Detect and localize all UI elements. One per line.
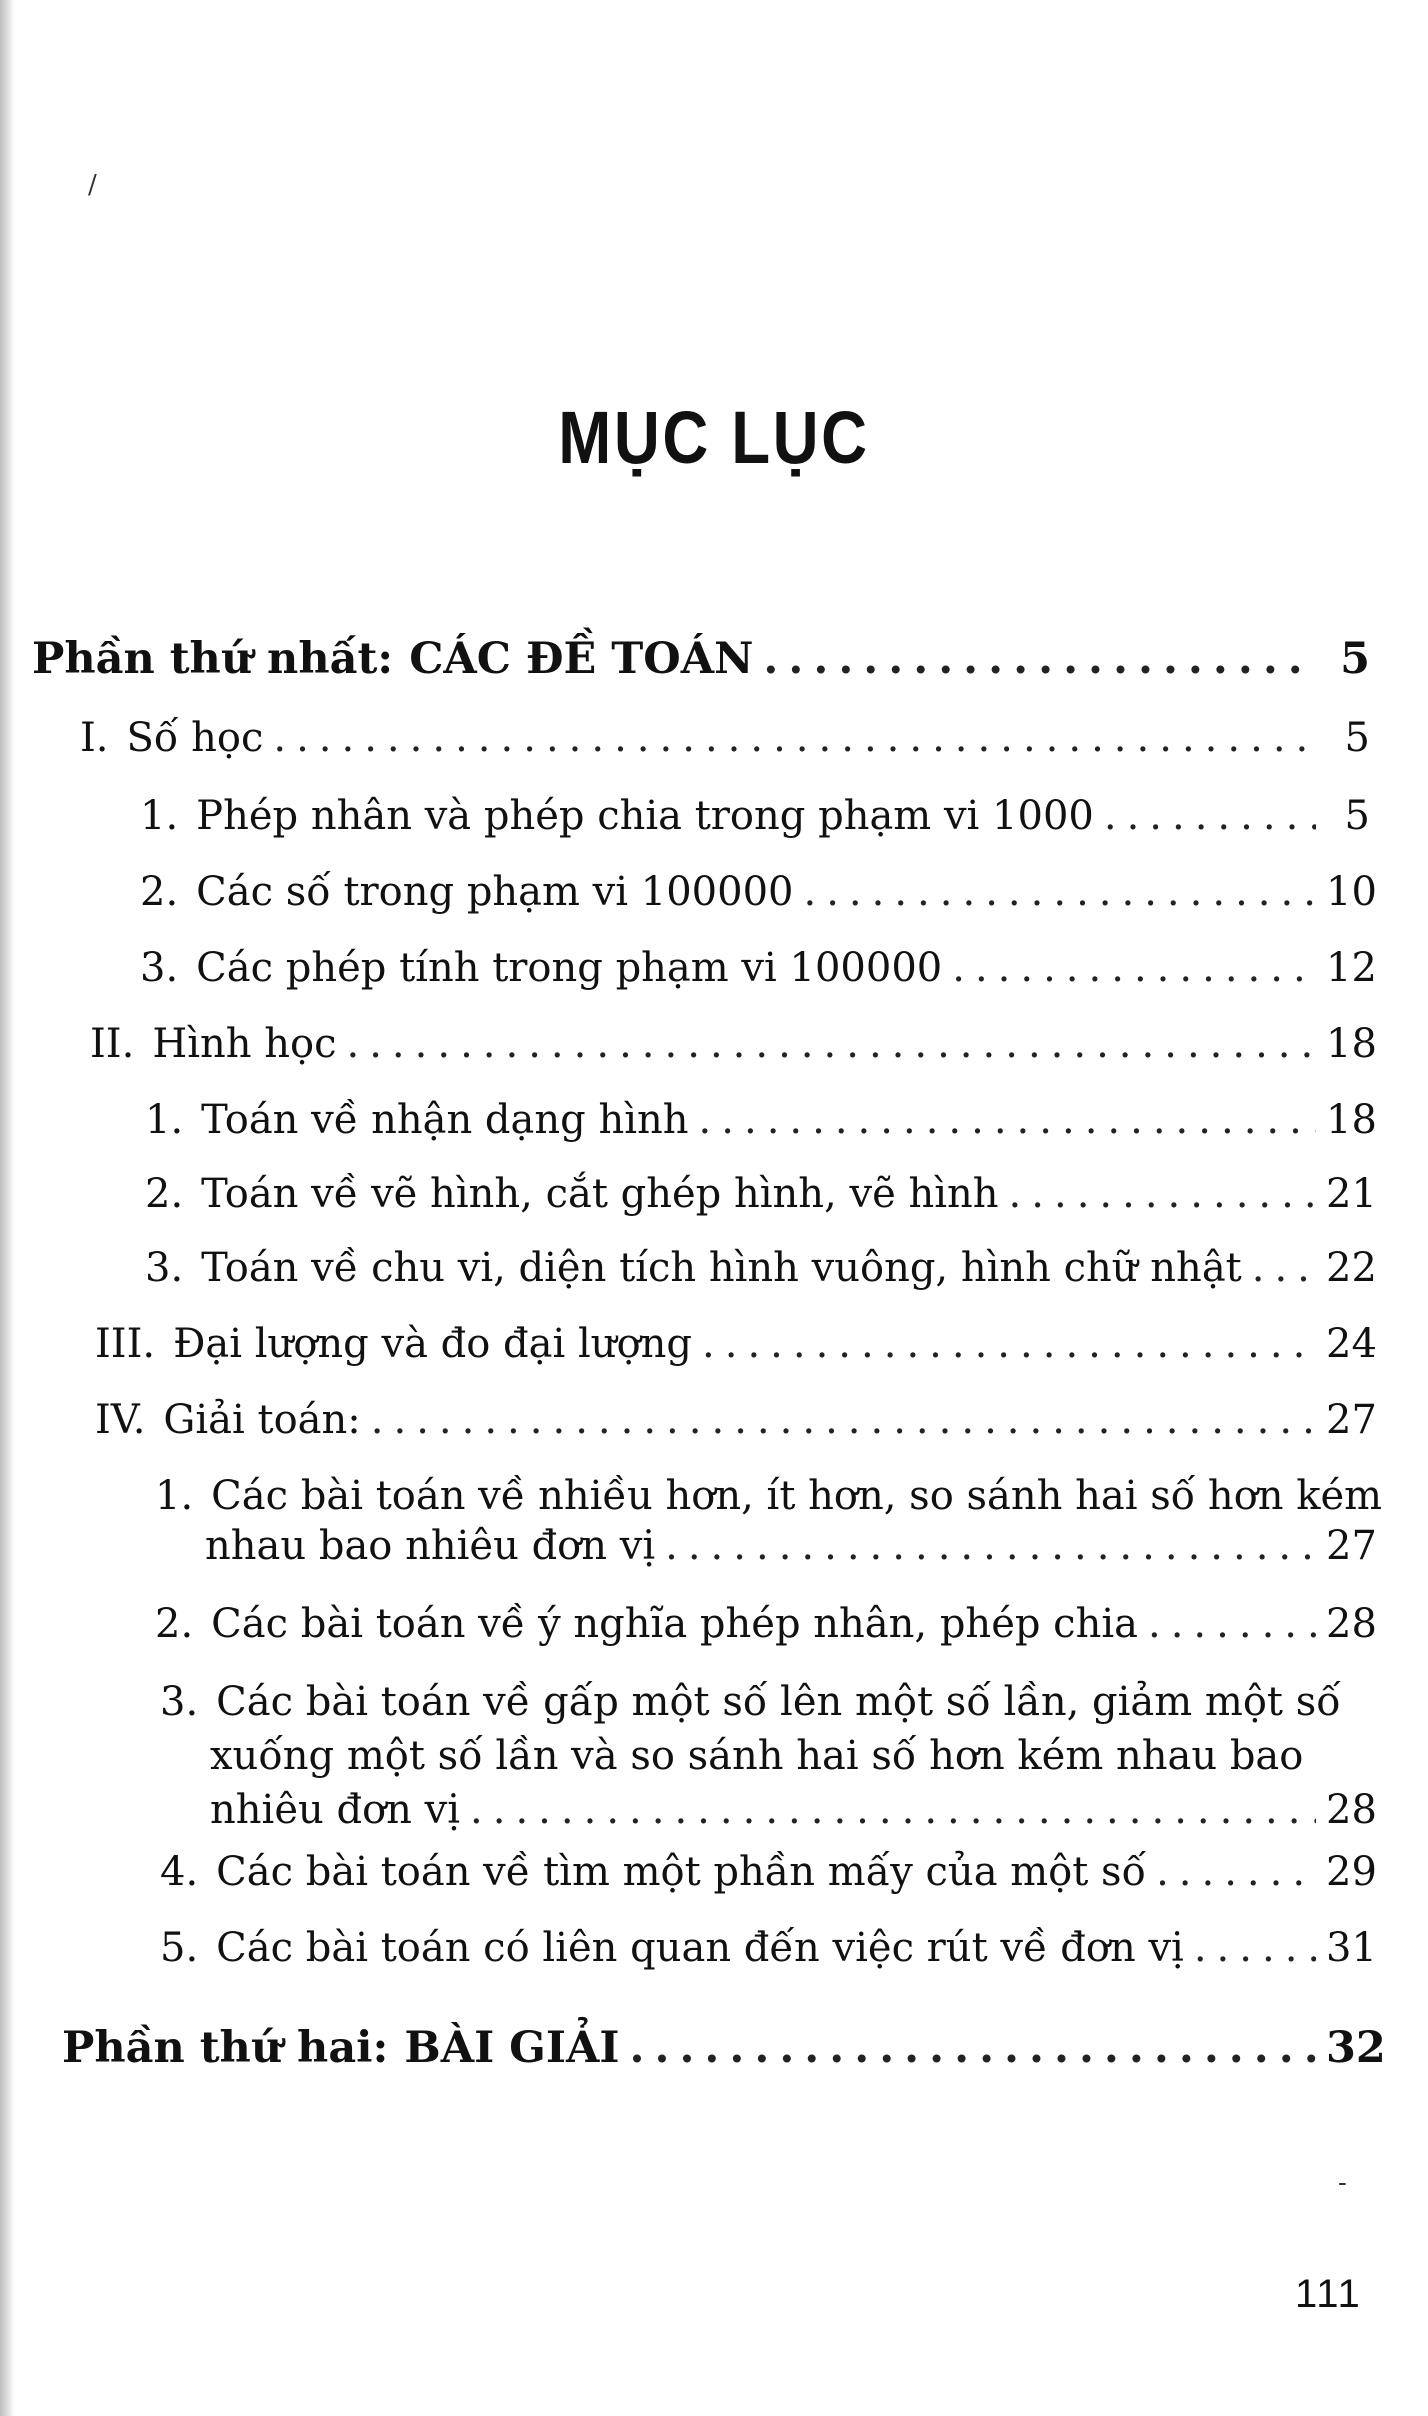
toc-item-num: 1.	[155, 1473, 194, 1519]
stray-mark: -	[1338, 2168, 1347, 2198]
leader-dots	[1194, 1922, 1316, 1974]
toc-section-2-text: Hình học	[152, 1021, 337, 1067]
toc-item-text: Toán về chu vi, diện tích hình vuông, hình chữ nhật	[201, 1245, 1242, 1291]
toc-section-1-page: 5	[1344, 715, 1370, 761]
toc-item-page: 29	[1326, 1849, 1377, 1895]
toc-item-4-4[interactable]	[160, 1846, 1377, 1898]
toc-item-page: 22	[1326, 1245, 1377, 1291]
toc-item-page: 28	[1326, 1787, 1377, 1833]
toc-item-2-1[interactable]	[145, 1094, 1377, 1146]
toc-section-3-page: 24	[1326, 1321, 1377, 1367]
toc-item-4-2[interactable]	[155, 1598, 1377, 1650]
toc-item-text: Toán về nhận dạng hình	[201, 1097, 689, 1143]
leader-dots	[470, 1784, 1316, 1836]
toc-section-4-page: 27	[1326, 1397, 1377, 1443]
toc-item-text: Các bài toán về gấp một số lên một số lần, giảm một số	[216, 1679, 1341, 1725]
leader-dots	[702, 1318, 1316, 1370]
toc-item-2-3[interactable]	[145, 1242, 1377, 1294]
toc-part-2-title: BÀI GIẢI	[404, 2023, 620, 2073]
toc-item-num: 1.	[145, 1097, 184, 1143]
toc-item-text: Các bài toán về tìm một phần mấy của một số	[216, 1849, 1147, 1895]
toc-part-2[interactable]	[62, 2022, 1386, 2074]
leader-dots	[803, 866, 1316, 918]
leader-dots	[763, 633, 1316, 685]
toc-item-text: Các bài toán về ý nghĩa phép nhân, phép chia	[211, 1601, 1138, 1647]
toc-section-1-num: I.	[80, 715, 109, 761]
toc-item-text: xuống một số lần và so sánh hai số hơn kém nhau bao	[210, 1733, 1304, 1779]
toc-item-num: 2.	[145, 1171, 184, 1217]
toc-section-4[interactable]	[95, 1394, 1377, 1446]
toc-section-4-text: Giải toán:	[163, 1397, 361, 1443]
toc-item-1-2[interactable]	[140, 866, 1377, 918]
toc-item-1-1[interactable]	[140, 790, 1370, 842]
toc-item-page: 12	[1326, 945, 1377, 991]
toc-item-num: 3.	[140, 945, 179, 991]
leader-dots	[1156, 1846, 1316, 1898]
toc-item-text: nhiêu đơn vị	[210, 1787, 461, 1833]
toc-item-num: 3.	[145, 1245, 184, 1291]
leader-dots	[1252, 1242, 1316, 1294]
toc-item-4-3-line-1[interactable]	[160, 1676, 1341, 1728]
page-number: 111	[1295, 2272, 1362, 2316]
toc-part-1-title: CÁC ĐỀ TOÁN	[409, 634, 754, 684]
leader-dots	[347, 1018, 1317, 1070]
toc-section-2[interactable]	[90, 1018, 1377, 1070]
toc-item-page: 18	[1326, 1097, 1377, 1143]
toc-item-1-3[interactable]	[140, 942, 1377, 994]
toc-section-3-num: III.	[95, 1321, 156, 1367]
toc-item-4-3-line-3[interactable]	[210, 1784, 1377, 1836]
leader-dots	[1009, 1168, 1316, 1220]
toc-item-page: 27	[1326, 1523, 1377, 1569]
toc-item-text: Các bài toán về nhiều hơn, ít hơn, so sánh hai số hơn kém	[211, 1473, 1383, 1519]
page-spine-shadow	[0, 0, 14, 2416]
toc-item-text: Các số trong phạm vi 100000	[196, 869, 794, 915]
toc-item-2-2[interactable]	[145, 1168, 1377, 1220]
leader-dots	[665, 1520, 1316, 1572]
toc-section-1[interactable]	[80, 712, 1370, 764]
toc-part-1-page: 5	[1340, 634, 1370, 684]
toc-item-num: 5.	[160, 1925, 199, 1971]
toc-section-2-page: 18	[1326, 1021, 1377, 1067]
toc-item-page: 21	[1326, 1171, 1377, 1217]
leader-dots	[699, 1094, 1316, 1146]
leader-dots	[1148, 1598, 1316, 1650]
toc-section-3[interactable]	[95, 1318, 1377, 1370]
toc-item-num: 1.	[140, 793, 179, 839]
toc-section-3-text: Đại lượng và đo đại lượng	[173, 1321, 693, 1367]
toc-item-text: Các phép tính trong phạm vi 100000	[196, 945, 943, 991]
toc-item-page: 31	[1326, 1925, 1377, 1971]
leader-dots	[630, 2022, 1317, 2074]
stray-mark: /	[88, 170, 97, 200]
toc-section-4-num: IV.	[95, 1397, 146, 1443]
toc-item-text: Các bài toán có liên quan đến việc rút về đơn vị	[216, 1925, 1184, 1971]
leader-dots	[273, 712, 1316, 764]
toc-item-4-1-line-1[interactable]	[155, 1470, 1382, 1522]
toc-item-num: 2.	[140, 869, 179, 915]
toc-part-2-page: 32	[1326, 2023, 1386, 2073]
toc-item-page: 5	[1344, 793, 1370, 839]
toc-item-4-3-line-2[interactable]	[210, 1730, 1303, 1782]
toc-item-num: 2.	[155, 1601, 194, 1647]
toc-item-text: Phép nhân và phép chia trong phạm vi 1000	[196, 793, 1094, 839]
leader-dots	[371, 1394, 1316, 1446]
toc-item-page: 10	[1326, 869, 1377, 915]
page-title: MỤC LỤC	[558, 396, 870, 479]
toc-part-2-label: Phần thứ hai:	[62, 2023, 389, 2073]
leader-dots	[1104, 790, 1316, 842]
toc-item-num: 3.	[160, 1679, 199, 1725]
toc-section-1-text: Số học	[126, 715, 264, 761]
leader-dots	[952, 942, 1316, 994]
toc-section-2-num: II.	[90, 1021, 135, 1067]
toc-item-text: nhau bao nhiêu đơn vị	[205, 1523, 656, 1569]
toc-part-1-label: Phần thứ nhất:	[32, 634, 394, 684]
toc-item-num: 4.	[160, 1849, 199, 1895]
toc-item-4-1-line-2[interactable]	[205, 1520, 1377, 1572]
toc-item-4-5[interactable]	[160, 1922, 1377, 1974]
toc-part-1[interactable]	[32, 633, 1370, 685]
toc-item-text: Toán về vẽ hình, cắt ghép hình, vẽ hình	[201, 1171, 999, 1217]
toc-item-page: 28	[1326, 1601, 1377, 1647]
